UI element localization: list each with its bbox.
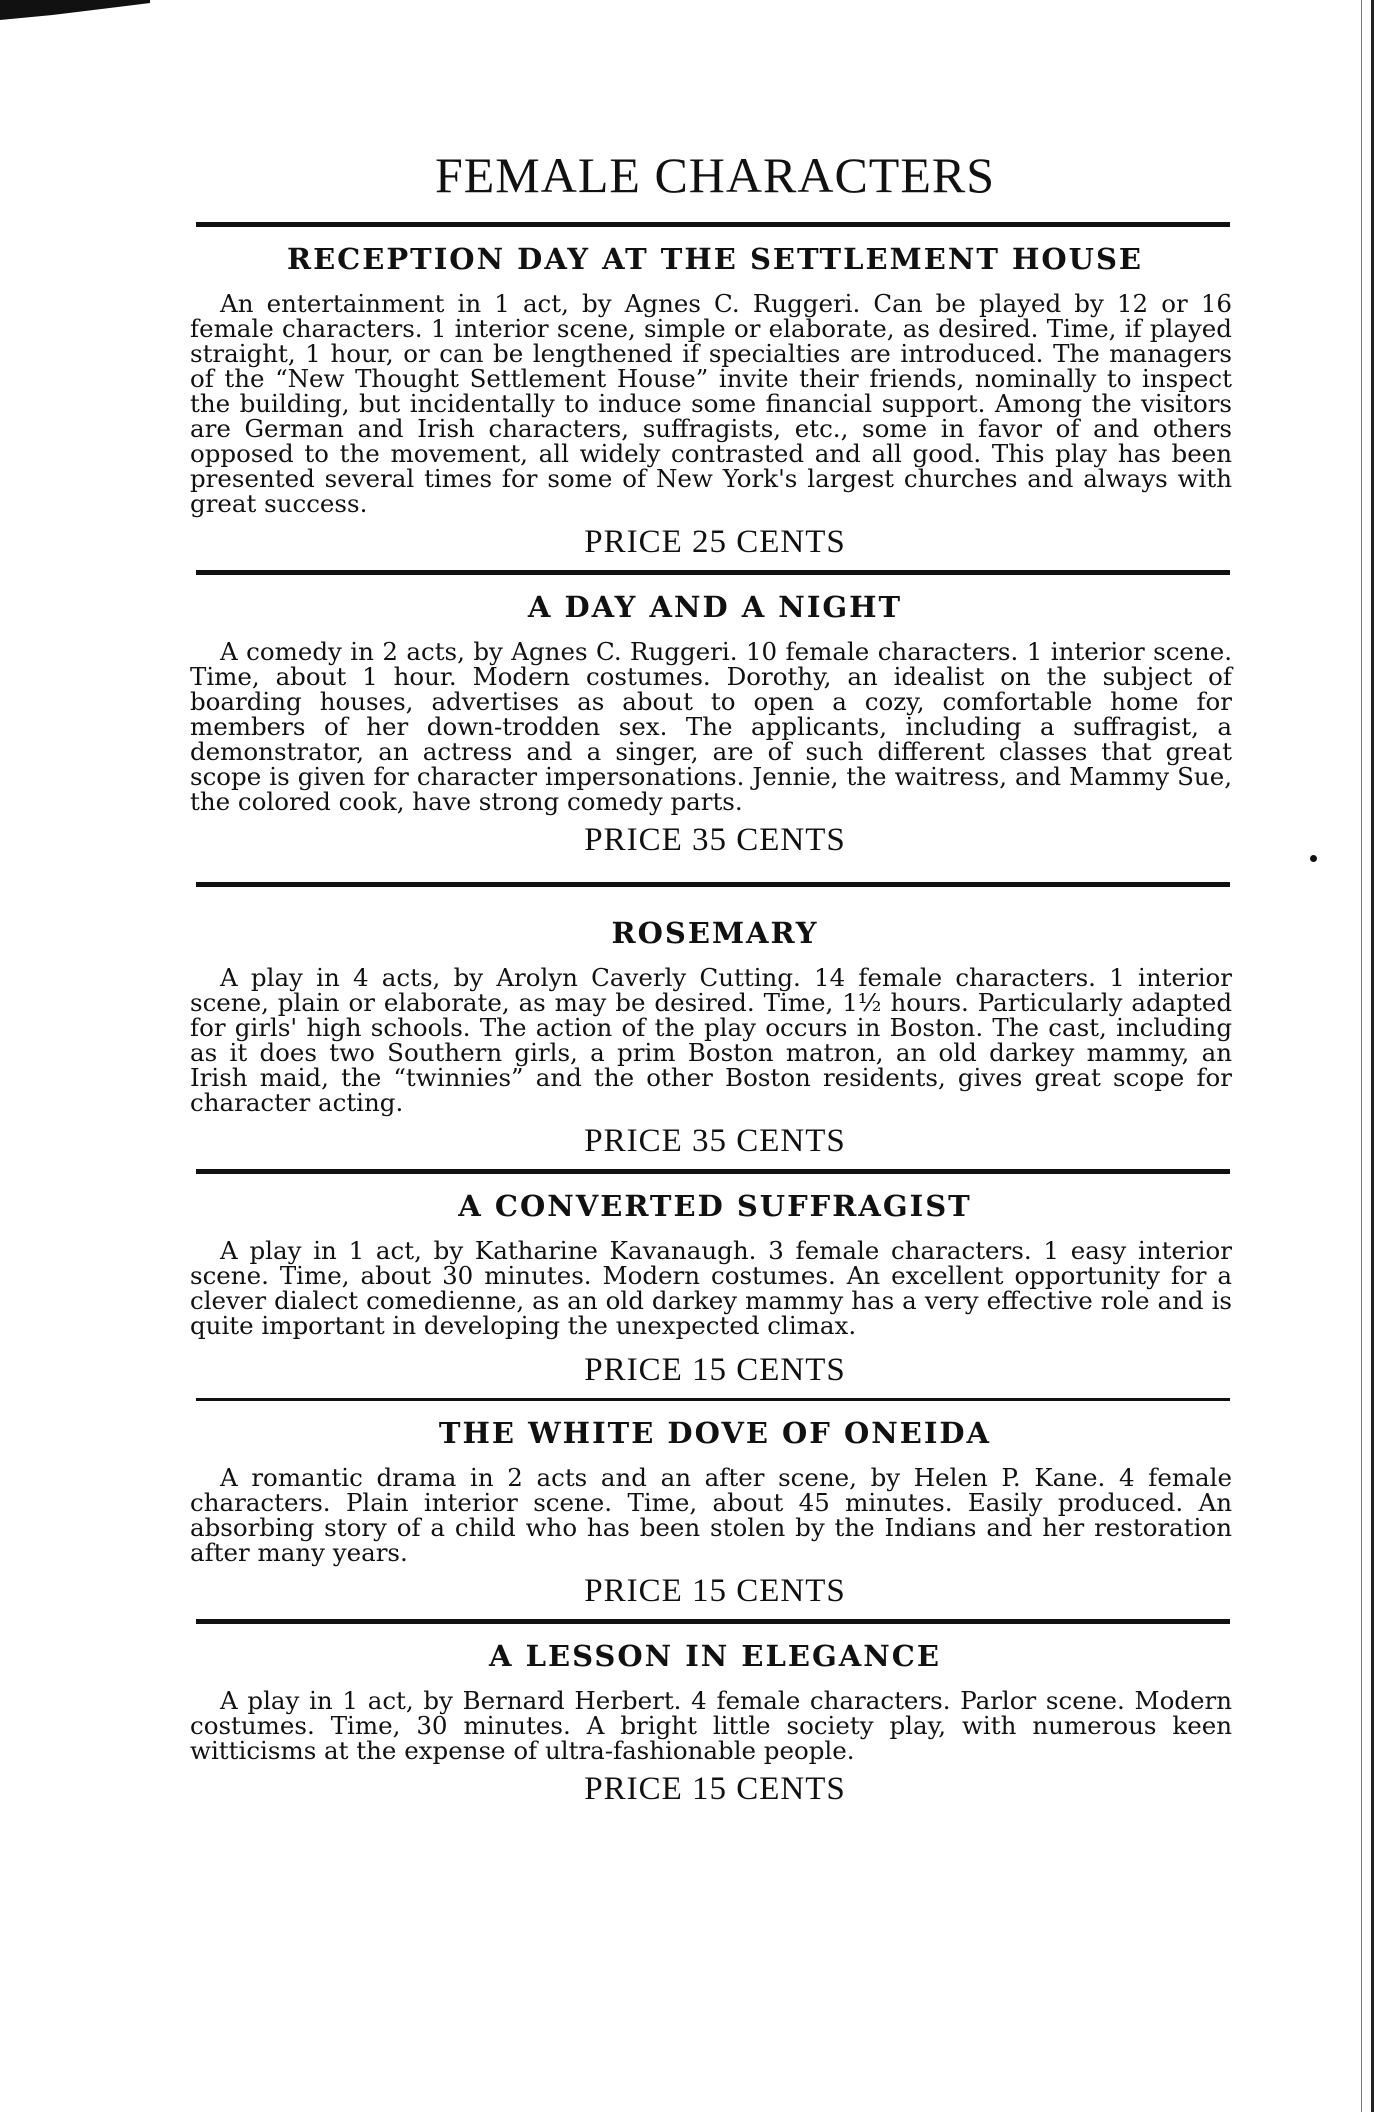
play-price: PRICE 15 CENTS bbox=[584, 1352, 846, 1388]
play-title: ROSEMARY bbox=[611, 916, 819, 950]
play-entry bbox=[190, 589, 1240, 860]
play-entry bbox=[190, 1415, 1240, 1611]
ink-speck bbox=[1310, 855, 1317, 862]
play-price: PRICE 35 CENTS bbox=[584, 1123, 846, 1159]
play-title: THE WHITE DOVE OF ONEIDA bbox=[438, 1416, 992, 1450]
play-entry bbox=[190, 1638, 1240, 1809]
play-description: A play in 1 act, by Bernard Herbert. 4 female characters. Parlor scene. Modern costumes. Time, 30 minutes. A bright little society play, with numerous keen witticisms at the expense of ultra-fashionable people. bbox=[190, 1686, 1232, 1765]
play-title: A CONVERTED SUFFRAGIST bbox=[458, 1189, 972, 1223]
section-rule bbox=[196, 1619, 1230, 1624]
section-rule bbox=[196, 1169, 1230, 1174]
catalog-page bbox=[190, 140, 1240, 1817]
play-description: A romantic drama in 2 acts and an after scene, by Helen P. Kane. 4 female characters. Plain interior scene. Time, about 45 minutes. Easily produced. An absorbing story of a child who has been stolen by the Indians and her restoration after many years. bbox=[190, 1463, 1232, 1567]
section-rule bbox=[196, 570, 1230, 575]
play-description: A play in 4 acts, by Arolyn Caverly Cutting. 14 female characters. 1 interior scene, plain or elaborate, as may be desired. Time, 1½ hours. Particularly adapted for girls' high schools. The action of the play occurs in Boston. The cast, including as it does two Southern girls, a prim Boston matron, an old darkey mammy, an Irish maid, the “twinnies” and the other Boston residents, gives great scope for character acting. bbox=[190, 963, 1232, 1117]
play-entry bbox=[190, 915, 1240, 1161]
play-price: PRICE 35 CENTS bbox=[584, 822, 846, 858]
page-edge-line-inner bbox=[1361, 0, 1362, 2112]
play-description: A play in 1 act, by Katharine Kavanaugh. 3 female characters. 1 easy interior scene. Time, about 30 minutes. Modern costumes. An excellent opportunity for a clever dialect comedienne, as an old darkey mammy has a very effective role and is quite important in developing the unexpected climax. bbox=[190, 1236, 1232, 1340]
play-title: RECEPTION DAY AT THE SETTLEMENT HOUSE bbox=[286, 242, 1144, 276]
page-title: FEMALE CHARACTERS bbox=[434, 147, 996, 203]
play-entry bbox=[190, 1188, 1240, 1390]
play-title: A DAY AND A NIGHT bbox=[527, 590, 903, 624]
play-entry bbox=[190, 241, 1240, 562]
play-title: A LESSON IN ELEGANCE bbox=[489, 1639, 941, 1673]
play-price: PRICE 15 CENTS bbox=[584, 1771, 846, 1807]
page-edge-line bbox=[1371, 0, 1374, 2112]
play-price: PRICE 25 CENTS bbox=[584, 524, 846, 560]
section-rule bbox=[196, 1398, 1230, 1401]
section-rule bbox=[196, 222, 1230, 227]
section-rule bbox=[196, 882, 1230, 887]
play-description: An entertainment in 1 act, by Agnes C. Ruggeri. Can be played by 12 or 16 female characters. 1 interior scene, simple or elaborate, as desired. Time, if played straight, 1 hour, or can be lengthened if specialties are introduced. The managers of the “New Thought Settlement House” invite their friends, nominally to inspect the building, but incidentally to induce some financial support. Among the visitors are German and Irish characters, suffragists, etc., some in favor of and others opposed to the movement, all widely contrasted and all good. This play has been presented several times for some of New York's largest churches and always with great success. bbox=[190, 289, 1232, 518]
play-description: A comedy in 2 acts, by Agnes C. Ruggeri. 10 female characters. 1 interior scene. Time, about 1 hour. Modern costumes. Dorothy, an idealist on the subject of boarding houses, advertises as about to open a cozy, comfortable home for members of her down-trodden sex. The applicants, including a suffragist, a demonstrator, an actress and a singer, are of such different classes that great scope is given for character impersonations. Jennie, the waitress, and Mammy Sue, the colored cook, have strong comedy parts. bbox=[190, 637, 1232, 816]
scan-corner-mark bbox=[0, 0, 150, 20]
play-price: PRICE 15 CENTS bbox=[584, 1573, 846, 1609]
